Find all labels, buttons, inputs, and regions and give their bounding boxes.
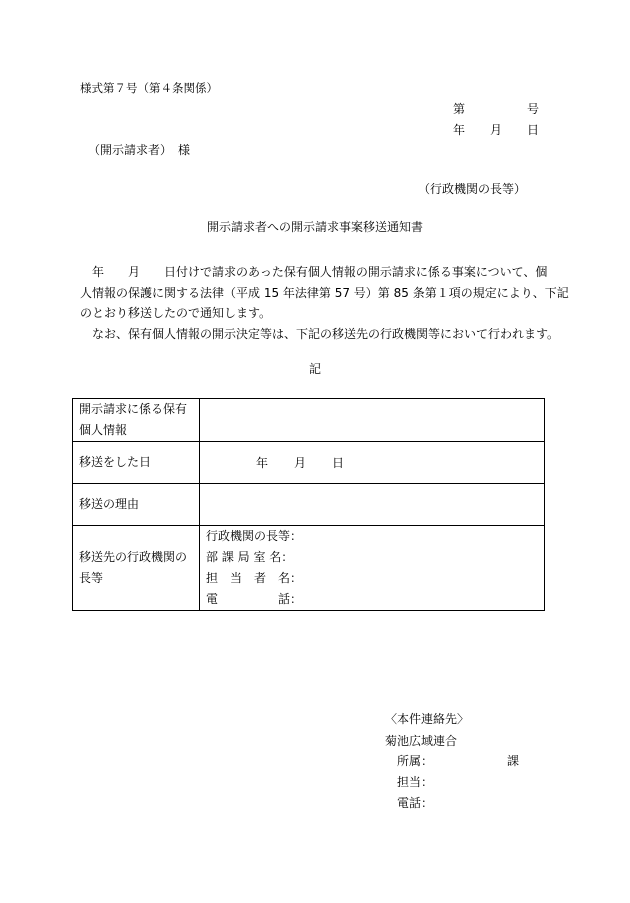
body-line-1-text: 日付けで請求のあった保有個人情報の開示請求に係る事案について、個: [164, 265, 548, 279]
label-line: 個人情報: [79, 423, 128, 437]
table-row: [73, 442, 545, 484]
contact-section: 課: [507, 754, 520, 768]
dest-phone: 電 話：: [206, 592, 303, 606]
table-row: [73, 399, 545, 442]
body-line-2: 人情報の保護に関する法律（平成 15 年法律第 57 号）第 85 条第１項の規定により、下記: [80, 285, 569, 300]
agency-head: （行政機関の長等）: [418, 182, 527, 196]
body-line-4: なお、保有個人情報の開示決定等は、下記の移送先の行政機関等において行われます。: [92, 326, 560, 341]
contact-affiliation: 所属：: [397, 754, 434, 768]
table-row: [73, 484, 545, 526]
row-label-personal-info: [73, 399, 200, 442]
body-line-3: のとおり移送したので通知します。: [80, 306, 272, 320]
row-label-destination: [73, 526, 200, 611]
doc-date-day: 日: [527, 123, 540, 137]
destination-value: [200, 526, 545, 611]
document-title: 開示請求者への開示請求事案移送通知書: [206, 220, 423, 234]
doc-number-dai: 第: [453, 102, 466, 116]
contact-heading: 〈本件連絡先〉: [385, 712, 470, 726]
dest-contact-person: 担 当 者 名：: [206, 571, 303, 585]
body-line-1: [80, 262, 560, 283]
dest-department: 部 課 局 室 名：: [206, 550, 294, 564]
contact-phone: 電話：: [397, 796, 434, 810]
contact-person: 担当：: [397, 775, 434, 789]
dest-agency-head: 行政機関の長等：: [206, 529, 303, 543]
transfer-date-day: 日: [332, 456, 345, 470]
personal-info-value: [200, 399, 545, 442]
contact-org: 菊池広域連合: [385, 734, 458, 748]
transfer-date-year: 年: [256, 456, 269, 470]
body-text: [80, 262, 569, 344]
transfer-reason-value: [200, 484, 545, 526]
row-label-transfer-date: 移送をした日: [73, 442, 200, 484]
ki-heading: 記: [308, 362, 321, 376]
addressee: （開示請求者） 様: [88, 143, 191, 157]
form-label: 様式第７号（第４条関係）: [80, 81, 218, 95]
transfer-date-month: 月: [294, 456, 307, 470]
doc-number-go: 号: [527, 102, 540, 116]
table-row: [73, 526, 545, 611]
doc-date-year: 年: [453, 123, 466, 137]
body-year: 年: [92, 265, 105, 279]
label-line: 長等: [79, 571, 104, 585]
row-label-transfer-reason: 移送の理由: [73, 484, 200, 526]
transfer-details-table: [72, 398, 545, 611]
label-line: 移送先の行政機関の: [79, 550, 188, 564]
body-month: 月: [128, 265, 141, 279]
label-line: 開示請求に係る保有: [79, 402, 188, 416]
doc-date-month: 月: [490, 123, 503, 137]
transfer-date-value: [200, 442, 545, 484]
